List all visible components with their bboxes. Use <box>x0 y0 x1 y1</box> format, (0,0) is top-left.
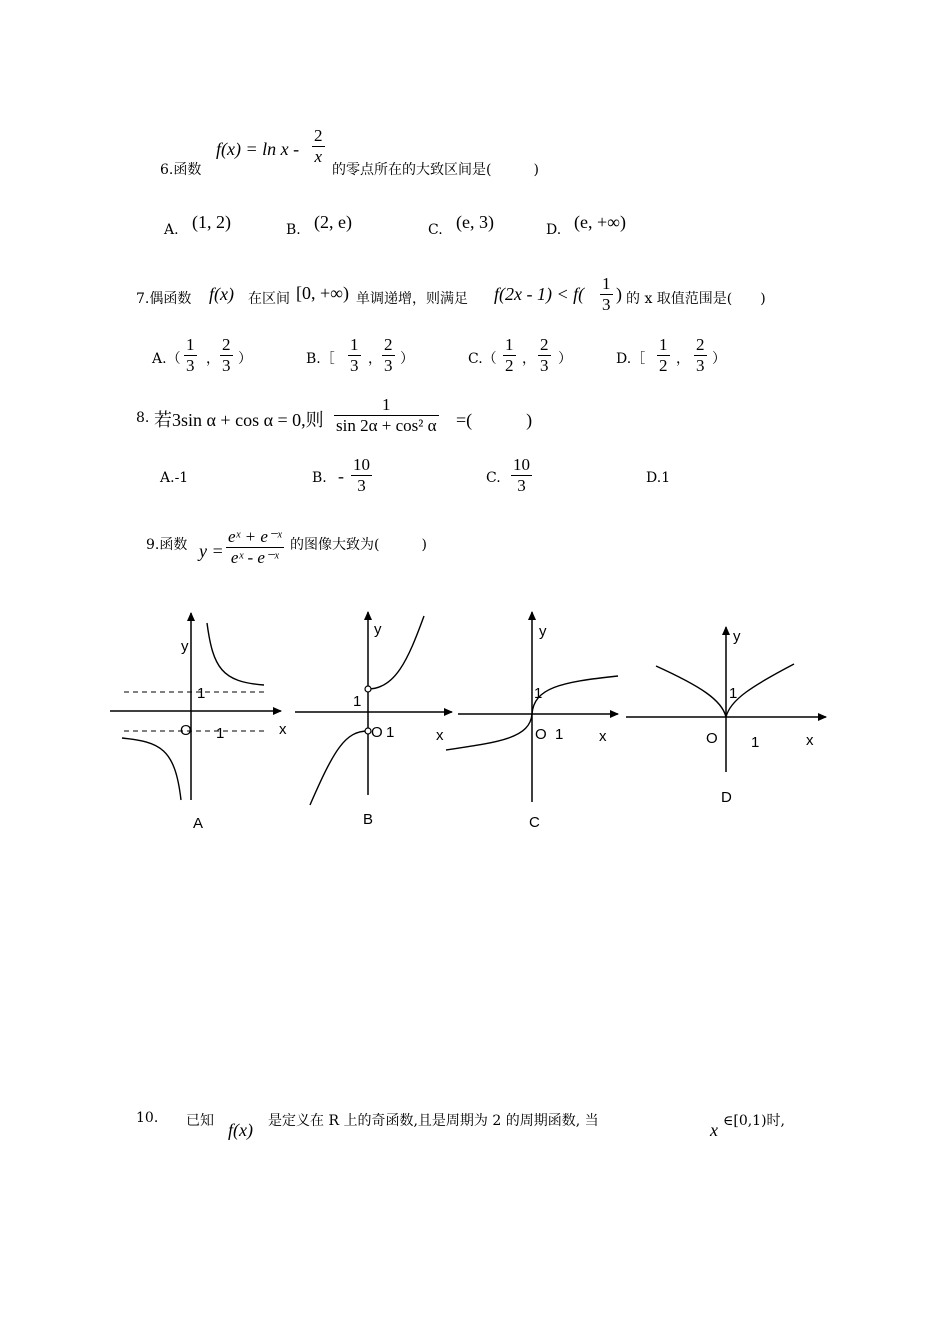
graph-d-curve <box>656 664 794 717</box>
graph-d-y-label: y <box>733 628 741 645</box>
q9-fraction: $\frac{\text{eˣ + e⁻ˣ}}{\text{eˣ - e⁻ˣ}}$ <box>228 527 282 567</box>
q7-option-d-frac1: $\frac{1}{2}$ <box>659 335 668 375</box>
graph-a-y-label: y <box>181 638 189 655</box>
graph-a <box>110 613 287 832</box>
graph-a-one-x: 1 <box>216 725 225 742</box>
q8-condition: 若3sin α + cos α = 0,则 <box>154 410 324 430</box>
q7-option-c-frac1: $\frac{1}{2}$ <box>505 335 514 375</box>
q6-option-b-letter: B. <box>286 222 301 238</box>
graph-d <box>626 627 826 806</box>
q6-option-c-letter: C. <box>428 222 443 238</box>
graph-c-origin: O <box>535 726 547 743</box>
q9-graphs <box>0 590 950 840</box>
graph-c-y-label: y <box>539 623 547 640</box>
q8-option-b-frac: $\frac{10}{3}$ <box>353 455 370 495</box>
q7-option-d: D.［ <box>616 351 646 367</box>
q8-option-b-letter: B. <box>312 470 327 486</box>
q8-option-b-sign: - <box>338 466 344 486</box>
q7-function: f(x) <box>209 284 234 304</box>
graph-c <box>446 612 618 831</box>
graph-a-one-y: 1 <box>197 685 206 702</box>
q9-suffix: 的图像大致为( ) <box>290 537 427 553</box>
q7-text-condition: 单调递增，则满足 <box>356 291 468 307</box>
q6-option-d: (e, +∞) <box>574 212 626 232</box>
q7-option-c-close: ） <box>558 351 572 367</box>
q8-equals: =( ) <box>456 410 533 430</box>
graph-d-x-label: x <box>806 732 814 749</box>
q8-number: 8. <box>136 410 150 426</box>
q8-option-c-frac: $\frac{10}{3}$ <box>513 455 530 495</box>
q7-option-b-frac1: $\frac{1}{3}$ <box>350 335 359 375</box>
graph-a-curve-left <box>122 738 181 800</box>
q6-option-a: (1, 2) <box>192 212 231 232</box>
graph-c-caption: C <box>529 814 540 831</box>
q6-suffix: 的零点所在的大致区间是( ) <box>332 162 539 178</box>
q7-option-c: C.（ <box>468 351 497 367</box>
q7-option-d-comma: ， <box>676 351 690 367</box>
q6-function-lhs: f(x) = ln x - <box>216 139 300 159</box>
graph-b-curve-left <box>310 731 368 805</box>
q7-option-a-frac2: $\frac{2}{3}$ <box>222 335 231 375</box>
q10-function: f(x) <box>228 1120 253 1140</box>
q7-text-range: 的 x 取值范围是( ) <box>626 291 766 307</box>
q6-fraction: $\frac{2}{x}$ <box>314 126 323 166</box>
q7-option-a-close: ） <box>238 351 252 367</box>
graph-c-one-y: 1 <box>534 685 543 702</box>
q6-option-d-letter: D. <box>546 222 562 238</box>
q7-option-d-frac2: $\frac{2}{3}$ <box>696 335 705 375</box>
q7-interval: [0, +∞) <box>296 283 349 303</box>
graph-a-caption: A <box>193 815 204 832</box>
q7-option-b-comma: ， <box>368 351 382 367</box>
q7-option-b-frac2: $\frac{2}{3}$ <box>384 335 393 375</box>
q7-option-c-frac2: $\frac{2}{3}$ <box>540 335 549 375</box>
q10-text-definition: 是定义在 R 上的奇函数,且是周期为 2 的周期函数, 当 <box>268 1113 599 1129</box>
q7-option-b-close: ） <box>400 351 414 367</box>
graph-c-x-label: x <box>599 728 607 745</box>
q8-option-c-letter: C. <box>486 470 501 486</box>
q10-variable: x <box>710 1120 718 1140</box>
q10-text-interval: ∈[0,1)时, <box>723 1113 786 1129</box>
graph-b <box>295 612 452 828</box>
graph-b-x-label: x <box>436 727 444 744</box>
q9-lhs: y = <box>199 541 224 561</box>
q7-option-d-close: ） <box>712 351 726 367</box>
q7-option-a-frac1: $\frac{1}{3}$ <box>186 335 195 375</box>
q9-number: 9.函数 <box>146 537 188 553</box>
q7-number: 7.偶函数 <box>136 291 192 307</box>
graph-b-one-y: 1 <box>353 693 362 710</box>
graph-d-origin: O <box>706 730 718 747</box>
q7-option-a: A.（ <box>152 351 181 367</box>
graph-b-origin: O <box>371 724 383 741</box>
q6-option-c: (e, 3) <box>456 212 494 232</box>
graph-a-x-label: x <box>279 721 287 738</box>
graph-c-one-x: 1 <box>555 726 564 743</box>
q7-text-interval: 在区间 <box>248 291 290 307</box>
graph-b-caption: B <box>363 811 374 828</box>
q10-number: 10. <box>136 1110 159 1126</box>
graph-a-curve-right <box>207 623 264 685</box>
graph-d-caption: D <box>721 789 732 806</box>
q6-number: 6.函数 <box>160 162 202 178</box>
q7-inequality: f(2x - 1) < f( <box>494 284 585 304</box>
q7-fraction: $\frac{1}{3}$ <box>602 274 611 314</box>
graph-b-y-label: y <box>374 621 382 638</box>
q7-option-c-comma: ， <box>522 351 536 367</box>
graph-b-one-x: 1 <box>386 724 395 741</box>
q10-text-given: 已知 <box>186 1113 214 1129</box>
graph-d-one-y: 1 <box>729 685 738 702</box>
q7-option-a-comma: ， <box>206 351 220 367</box>
q6-option-b: (2, e) <box>314 212 352 232</box>
q8-fraction: $\frac{1}{\text{sin 2α + cos² α}}$ <box>336 395 437 435</box>
q8-option-d: D.1 <box>646 470 671 486</box>
q7-option-b: B.［ <box>306 351 335 367</box>
q7-close-paren: ) <box>616 284 622 304</box>
q8-option-a: A.-1 <box>160 470 189 486</box>
graph-a-origin: O <box>180 722 192 739</box>
graph-b-open-point-top <box>365 686 371 692</box>
q6-option-a-letter: A. <box>164 222 179 238</box>
graph-d-one-x: 1 <box>751 734 760 751</box>
